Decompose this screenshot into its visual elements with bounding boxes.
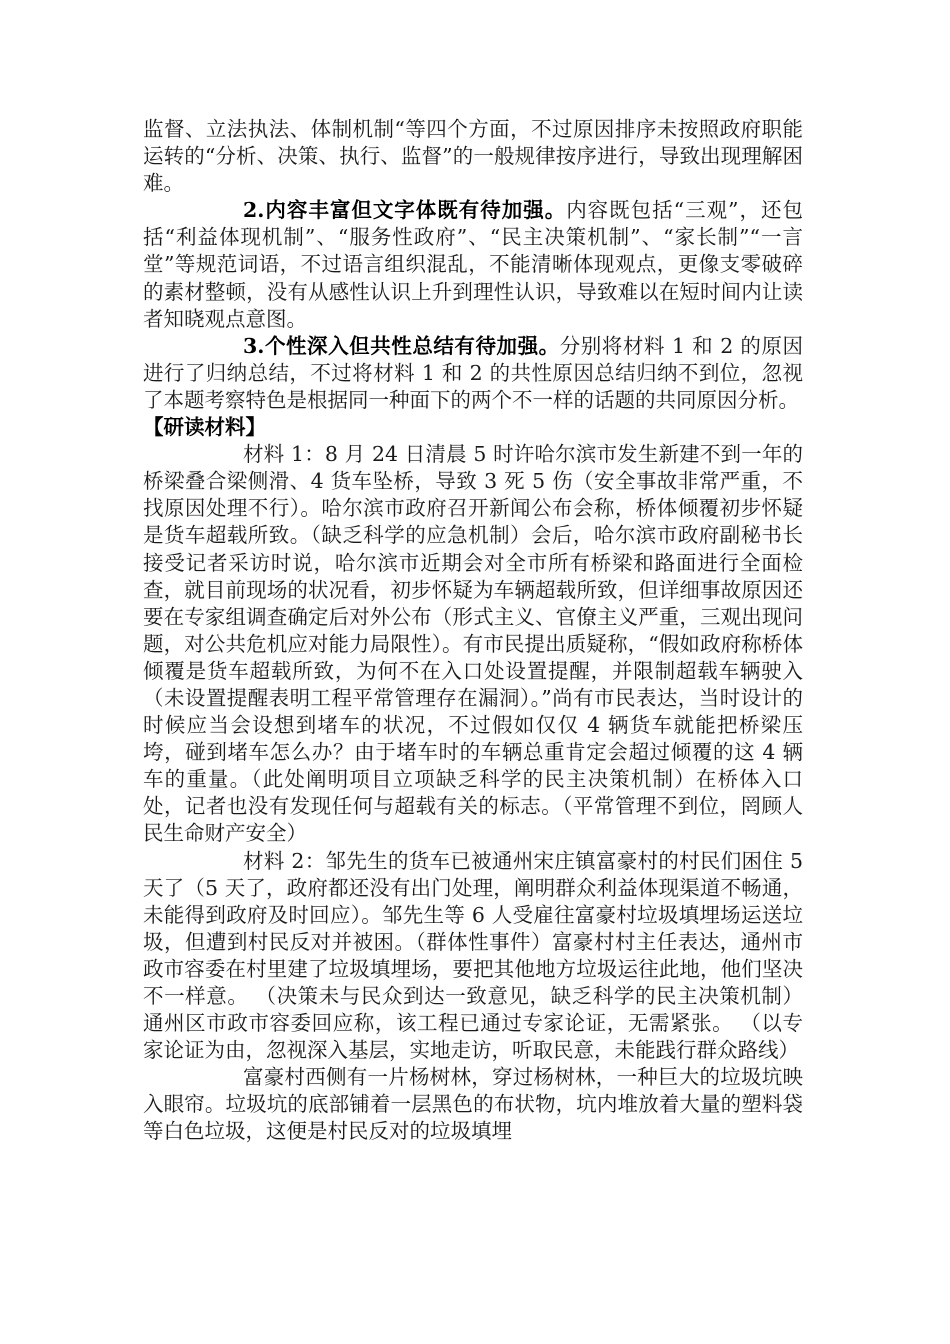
- paragraph-material-2-continued: 富豪村西侧有一片杨树林，穿过杨树林，一种巨大的垃圾坑映入眼帘。垃圾坑的底部铺着一层黑色的布状物，坑内堆放着大量的塑料袋等白色垃圾，这便是村民反对的垃圾填埋: [143, 1065, 803, 1144]
- point-2-text: 内容既包括“三观”，还包括“利益体现机制”、“服务性政府”、“民主决策机制”、“家长制”“一言堂”等规范词语，不过语言组织混乱，不能清晰体现观点，更像支零破碎的素材整顿，没有从感性认识上升到理性认识，导致难以在短时间内让读者知晓观点意图。: [143, 198, 803, 331]
- section-heading-materials: 【研读材料】: [143, 415, 266, 440]
- paragraph-point-2: [143, 197, 803, 332]
- point-2-heading: 2.内容丰富但文字体既有待加强。: [243, 198, 567, 223]
- document-page: [143, 116, 803, 1146]
- paragraph-material-1: 材料 1：8 月 24 日清晨 5 时许哈尔滨市发生新建不到一年的桥梁叠合梁侧滑、4 货车坠桥，导致 3 死 5 伤（安全事故非常严重，不找原因处理不行）。哈尔滨市政府召开新闻公布会称，桥体倾覆初步怀疑是货车超载所致。（缺乏科学的应急机制）会后，哈尔滨市政府副秘书长接受记者采访时说，哈尔滨市近期会对全市所有桥梁和路面进行全面检查，就目前现场的状况看，初步怀疑为车辆超载所致，但详细事故原因还要在专家组调查确定后对外公布（形式主义、官僚主义严重，三观出现问题，对公共危机应对能力局限性）。有市民提出质疑称，“假如政府称桥体倾覆是货车超载所致，为何不在入口处设置提醒，并限制超载车辆驶入（未设置提醒表明工程平常管理存在漏洞）。”尚有市民表达，当时设计的时候应当会设想到堵车的状况，不过假如仅仅 4 辆货车就能把桥梁压垮，碰到堵车怎么办？由于堵车时的车辆总重肯定会超过倾覆的这 4 辆车的重量。（此处阐明项目立项缺乏科学的民主决策机制）在桥体入口处，记者也没有发现任何与超载有关的标志。（平常管理不到位，罔顾人民生命财产安全）: [143, 442, 803, 846]
- paragraph-intro-continuation: 监督、立法执法、体制机制“等四个方面，不过原因排序未按照政府职能运转的“分析、决策、执行、监督”的一般规律按序进行，导致出现理解困难。: [143, 117, 803, 196]
- paragraph-material-2: 材料 2：邹先生的货车已被通州宋庄镇富豪村的村民们困住 5 天了（5 天了，政府都还没有出门处理，阐明群众利益体现渠道不畅通，未能得到政府及时回应）。邹先生等 6 人受雇往富豪村垃圾填埋场运送垃圾，但遭到村民反对并被困。（群体性事件）富豪村村主任表达，通州市政市容委在村里建了垃圾填埋场，要把其他地方垃圾运往此地，他们坚决不一样意。 （决策未与民众到达一致意见，缺乏科学的民主决策机制）通州区市政市容委回应称，该工程已通过专家论证，无需紧张。 （以专家论证为由，忽视深入基层，实地走访，听取民意，未能践行群众路线）: [143, 848, 803, 1063]
- point-3-text: 分别将材料 1 和 2 的原因进行了归纳总结，不过将材料 1 和 2 的共性原因总结归纳不到位，忽视了本题考察特色是根据同一种面下的两个不一样的话题的共同原因分析。: [143, 333, 803, 412]
- point-3-heading: 3.个性深入但共性总结有待加强。: [243, 333, 560, 358]
- paragraph-point-3: [143, 333, 803, 414]
